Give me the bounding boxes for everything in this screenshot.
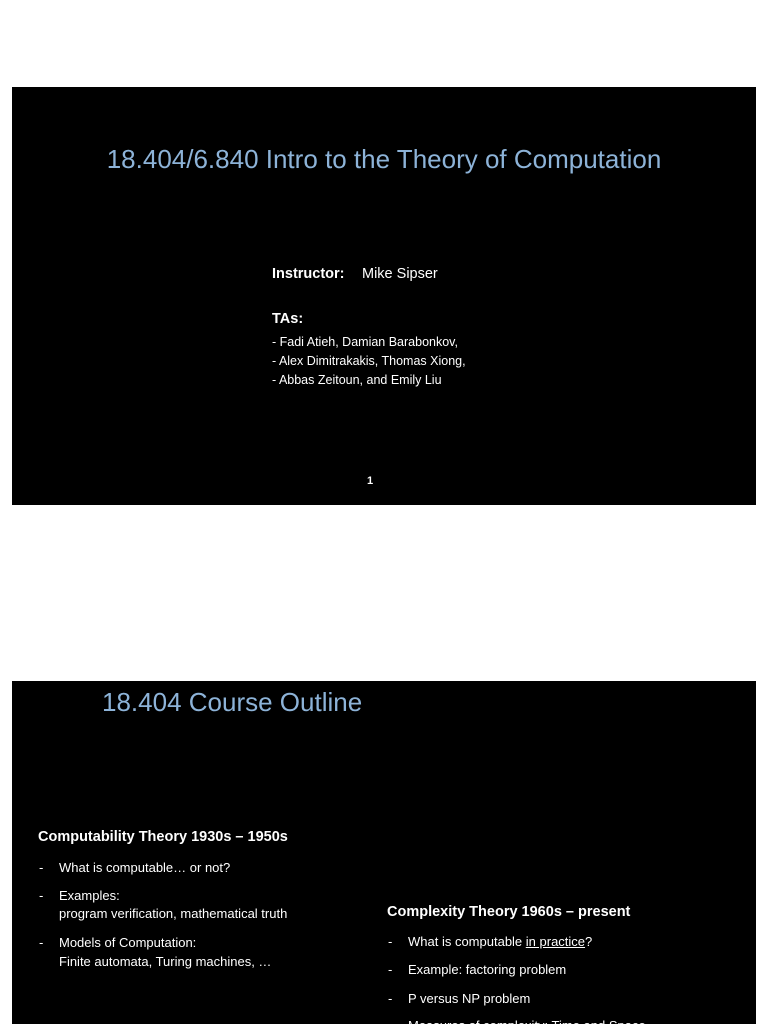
slide-title: 18.404/6.840 Intro to the Theory of Computation: [106, 144, 662, 174]
instructor-label: Instructor:: [272, 266, 345, 282]
computability-heading: Computability Theory 1930s – 1950s: [38, 829, 288, 845]
bullet-dash: -: [39, 935, 44, 950]
bullet-dash: -: [388, 1018, 393, 1033]
complexity-item: [408, 934, 592, 949]
complexity-item: P versus NP problem: [408, 991, 531, 1006]
complexity-item: Example: factoring problem: [408, 962, 567, 977]
computability-item: Examples:: [59, 888, 120, 903]
course-outline-slide: [12, 681, 756, 1033]
title-slide: [12, 87, 756, 505]
computability-item: What is computable… or not?: [59, 860, 231, 875]
bullet-dash: -: [388, 934, 393, 949]
bullet-dash: -: [39, 860, 44, 875]
ta-list-item: - Fadi Atieh, Damian Barabonkov,: [272, 335, 458, 349]
page-number: 1: [366, 475, 374, 487]
bullet-dash: -: [388, 962, 393, 977]
instructor-name: Mike Sipser: [362, 266, 438, 282]
ta-list-item: - Abbas Zeitoun, and Emily Liu: [272, 373, 442, 387]
complexity-item-text: What is computable: [408, 934, 526, 949]
tas-label: TAs:: [272, 311, 304, 327]
complexity-heading: Complexity Theory 1960s – present: [387, 904, 631, 920]
bullet-dash: -: [388, 991, 393, 1006]
computability-item-detail: program verification, mathematical truth: [59, 906, 288, 921]
computability-item-detail: Finite automata, Turing machines, …: [59, 954, 272, 969]
complexity-item-text: ?: [585, 934, 593, 949]
ta-list-item: - Alex Dimitrakakis, Thomas Xiong,: [272, 354, 466, 368]
bullet-dash: -: [39, 888, 44, 903]
computability-item: Models of Computation:: [59, 935, 197, 950]
slide-title: 18.404 Course Outline: [102, 687, 363, 717]
complexity-item: Measures of complexity: Time and Space: [408, 1018, 646, 1033]
underlined-text: in practice: [525, 934, 586, 949]
